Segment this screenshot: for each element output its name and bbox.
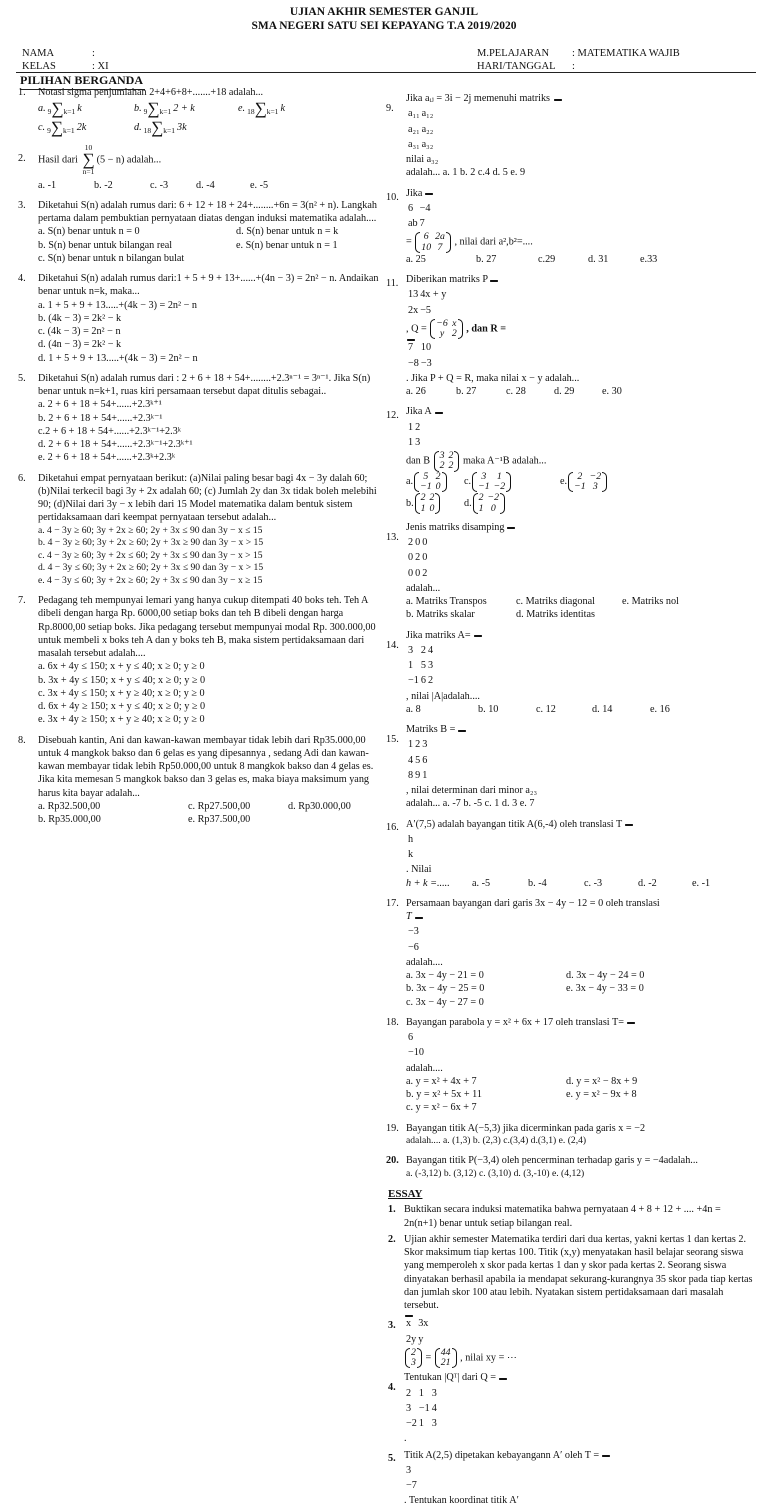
nama-field[interactable]: : [92,48,95,59]
option-e[interactable]: e. Rp37.500,00 [188,814,251,825]
question-text: Matriks B = [406,724,456,736]
options-line[interactable]: a. (-3,12) b. (3,12) c. (3,10) d. (3,-10) e. (4,12) [406,1167,585,1179]
matrix-q: −6 x y 2 [430,319,462,340]
question-text: Diketahui empat pernyataan berikut: (a)Nilai paling besar bagi 4x − 3y dalah 60; (b)Nilai terkecil bagi 3y + 2x adalah 60; (c) Jumlah 2y dan 3x tidak boleh melebihi 90; (d)Nilai dari 3y − x lebih dari 15 Model matematika dalam bentuk sistem pertidaksamaan dari keempat pernyataan tersebut adalah... [38,472,377,524]
school-title: SMA NEGERI SATU SEI KEPAYANG T.A 2019/2020 [251,20,517,33]
option-d[interactable]: d. y = x² − 8x + 9 [566,1075,638,1087]
question-text: Diberikan matriks P [406,274,489,286]
question-text: Jika A [406,406,432,418]
essay-number: 5. [388,1452,396,1464]
option-d[interactable]: d. Matriks identitas [516,609,595,621]
question-number: 17. [386,897,399,909]
option-a[interactable]: a. -5 [472,877,491,889]
option-c[interactable]: c. 4 − 3y ≥ 60; 3y + 2x ≤ 60; 2y + 3x ≤ 90 dan 3y − x > 15 [38,549,263,561]
option-d[interactable]: d. 4 − 3y ≤ 60; 3y + 2x ≥ 60; 2y + 3x ≤ 90 dan 3y − x > 15 [38,562,264,574]
option-c[interactable]: c. 3x − 4y − 27 = 0 [406,996,484,1008]
option-a[interactable]: a. 8 [406,703,421,715]
option-b[interactable]: b. 27 [456,386,477,398]
right-column [384,92,756,1511]
option-e[interactable]: e. 30 [602,386,622,398]
option-a[interactable]: a. 1 + 5 + 9 + 13.....+(4k − 3) = 2n² − n [38,299,198,311]
question-text: Persamaan bayangan dari garis 3x − 4y − 12 = 0 oleh translasi [406,897,660,909]
question-number: 3. [18,199,26,211]
option-c[interactable]: c. Rp27.500,00 [188,800,251,812]
section-title-pilihan-berganda: PILIHAN BERGANDA [20,73,145,90]
options-line[interactable]: adalah.... a. (1,3) b. (2,3) c.(3,4) d.(3,1) e. (2,4) [406,1134,587,1146]
option-d-2[interactable]: d. 1 + 5 + 9 + 13.....+(4k − 3) = 2n² − n [38,352,198,364]
question-text-cont: , nilai dari a²,b²=.... [454,236,533,248]
option-c[interactable]: c. Matriks diagonal [516,596,595,608]
essay-5: 5. Titik A(2,5) dipetakan kebayangann A′ oleh T = 3 −7 . Tentukan koordinat titik A′ [388,1449,600,1507]
option-a[interactable]: a. 5 2 −1 0 [406,472,464,493]
question-text: Diketahui S(n) adalah rumus dari : 2 + 6 + 18 + 54+........+2.3ⁿ⁻¹ = 3ⁿ⁻¹. Jika S(n) benar untuk n=k+1, ruas kiri persamaan tersebut dapat ditulis sebagai.. [38,372,371,398]
question-number: 15. [386,734,399,746]
option-b[interactable]: b. Matriks skalar [406,609,475,621]
question-text: Pedagang teh mempunyai lemari yang hanya cukup ditempati 40 boks teh. Teh A dibeli dengan harga Rp. 6000,00 setiap boks dan teh B dibeli dengan harga Rp.8000,00 setiap boks. Jika pedagang tersebut mempunyai modal Rp. 300.000,00 untuk membeli x boks teh A dan y boks teh B, maka sistem pertidaksamaan dari masalah tersebut adalah.... [38,595,376,659]
question-16: 16. A′(7,5) adalah bayangan titik A(6,-4) oleh translasi T h k . Nilai h + k =..... a. -5 b. -4 c. -3 d. -2 e. -1 [386,818,711,889]
question-number: 11. [386,278,399,290]
option-c[interactable]: c.2 + 6 + 18 + 54+......+2.3ᵏ⁻¹+2.3ᵏ [38,425,181,437]
vector-23: 2 3 [405,1348,422,1369]
question-text-cont: . Nilai [406,864,432,876]
question-text: Bayangan titik A(−5,3) jika dicerminkan pada garis x = −2 [406,1122,646,1134]
option-d[interactable]: d. -4 [196,179,215,191]
question-14: 14. Jika matriks A= 3 2 4 1 5 3 −1 6 2 , nilai |A|adalah.... a. 8 b. 10 c. 12 d. 14 e. 16 [386,629,670,715]
mapel-label: M.PELAJARAN [477,48,550,59]
question-7 [16,594,384,727]
essay-1 [384,1203,756,1230]
question-text: Bayangan parabola y = x² + 6x + 17 oleh translasi T= [406,1016,624,1028]
question-number: 6. [18,472,26,484]
option-b[interactable]: b. 2 + 6 + 18 + 54+......+2.3ᵏ⁻¹ [38,412,163,424]
question-number: 1. [18,87,26,98]
option-d[interactable]: d. 3x − 4y − 24 = 0 [566,970,645,982]
question-text-cont: nilai a₃₂ [406,154,439,165]
question-number: 5. [18,372,26,384]
essay-title: ESSAY [388,1188,423,1200]
matrix-right: 6 2a 10 7 [415,232,451,253]
question-4 [16,272,384,365]
option-e[interactable]: e. 3x + 4y ≥ 150; x + y ≥ 40; x ≥ 0; y ≥ 0 [38,714,205,726]
option-b[interactable]: b. 4 − 3y ≥ 60; 3y + 2x ≥ 60; 2y + 3x ≥ 90 dan 3y − x > 15 [38,537,264,549]
essay-text-cont: . Tentukan koordinat titik A′ [404,1495,519,1507]
question-20 [384,1154,756,1180]
essay-number: 2. [388,1233,396,1245]
question-text: Notasi sigma penjumlahan 2+4+6+8+.......+18 adalah... [38,87,264,98]
essay-4: 4. Tentukan |Qᵀ| dari Q = 2 1 3 3 −1 4 −2 1 3 . [388,1372,497,1445]
option-e[interactable]: e. S(n) benar untuk n = 1 [236,239,338,251]
question-6 [16,472,384,587]
question-text-r: , dan R = [466,323,507,335]
question-text-cont: , nilai |A|adalah.... [406,690,480,702]
option-d[interactable]: d. (4n − 3) = 2k² − k [38,339,122,351]
question-number: 10. [386,191,399,203]
question-15: 15. Matriks B = 1 2 3 4 5 6 8 9 1 , nilai determinan dari minor a₂₃ adalah... a. -7 b. -5 c. 1 d. 3 e. 7 [384,723,756,811]
question-12: 12. Jika A 1 2 1 3 dan B 3 2 2 2 maka A⁻¹B adalah... a. 5 2 −1 0 c. 3 1 −1 −2 e. 2 −2 −1 3 b. 2 2 1 0 d. 2 −2 1 0 [384,405,756,513]
kelas-field[interactable]: : XI [92,61,109,73]
question-text: A′(7,5) adalah bayangan titik A(6,-4) oleh translasi T [406,818,623,830]
question-text-cont: adalah.... [406,956,443,968]
essay-2 [384,1233,756,1313]
option-c[interactable]: c. -3 [150,179,169,191]
option-c[interactable]: c. (4k − 3) = 2n² − n [38,326,121,338]
option-a[interactable]: a. y = x² + 4x + 7 [406,1075,477,1087]
question-text-cont: . Jika P + Q = R, maka nilai x − y adalah... [406,372,580,384]
option-e[interactable]: e. 4 − 3y ≤ 60; 3y + 2x ≥ 60; 2y + 3x ≤ 90 dan 3y − x ≥ 15 [38,574,263,586]
question-text: Jika [406,187,423,199]
question-text: Diketahui S(n) adalah rumus dari:1 + 5 + 9 + 13+......+(4n − 3) = 2n² − n. Andaikan benar untuk n=k, maka... [38,273,379,298]
question-17: 17. Persamaan bayangan dari garis 3x − 4y − 12 = 0 oleh translasi T −3 −6 adalah.... a. 3x − 4y − 21 = 0 d. 3x − 4y − 24 = 0 b. 3x − 4y − 25 = 0 e. 3x − 4y − 33 = 0 c. 3x − 4y − 27 = 0 [384,897,756,1009]
essay-text: Titik A(2,5) dipetakan kebayangann A′ oleh T = [404,1449,600,1461]
question-number: 13. [386,531,399,543]
question-number: 4. [18,273,26,285]
question-text: Jenis matriks disamping [406,521,505,533]
question-number: 2. [18,152,26,164]
essay-number: 1. [388,1204,396,1216]
question-10: 10. Jika 6 −4 ab 7 = 6 2a 10 7 , nilai dari a²,b²=.... a. 25 b. 27 c.29 d. 31 e.33 [386,187,658,265]
question-text-line2: adalah.... [406,1062,443,1074]
option-c[interactable]: c. -3 [584,877,603,889]
option-d[interactable]: d. 31 [588,253,609,265]
option-e[interactable]: e. 2 + 6 + 18 + 54+......+2.3ᵏ+2.3ᵏ [38,452,176,464]
option-b[interactable]: b. 10 [478,703,499,715]
question-number: 7. [18,595,26,606]
options-line[interactable]: adalah... a. 1 b. 2 c.4 d. 5 e. 9 [406,167,526,179]
exam-header [0,5,768,34]
option-b[interactable]: b. -4 [528,877,547,889]
question-text-cont: maka A⁻¹B adalah... [462,455,547,467]
question-number: 8. [18,734,26,746]
option-c[interactable]: c. y = x² − 6x + 7 [406,1102,477,1114]
option-b[interactable]: b. -2 [94,179,113,191]
question-text: Bayangan titik P(−3,4) oleh pencerminan terhadap garis y = −4adalah... [406,1155,698,1167]
question-3 [16,199,384,265]
essay-number: 4. [388,1382,396,1394]
equals-sign: = [425,1352,432,1364]
hari-label: HARI/TANGGAL [477,61,556,73]
question-8 [16,734,384,827]
option-d[interactable]: d. 2 + 6 + 18 + 54+......+2.3ᵏ⁻¹+2.3ᵏ⁺¹ [38,439,193,451]
question-text-q: , Q = [406,323,427,335]
essay-text: Tentukan |Qᵀ| dari Q = [404,1372,497,1384]
option-a[interactable]: a. Rp32.500,00 [38,800,101,812]
option-a[interactable]: a. 4 − 3y ≥ 60; 3y + 2x ≥ 60; 2y + 3x ≤ 90 dan 3y − x ≤ 15 [38,524,263,536]
question-number: 12. [386,410,399,422]
question-text-line2: h + k =..... [406,877,450,889]
essay-text: , nilai xy = ⋯ [460,1352,518,1364]
option-b[interactable]: b. S(n) benar untuk bilangan real [38,239,173,251]
question-number: 9. [386,103,394,114]
question-text: Jika matriks A= [406,629,471,641]
option-b[interactable]: b. 3x + 4y ≤ 150; x + y ≤ 40; x ≥ 0; y ≥ 0 [38,674,206,686]
option-c[interactable]: c. 12 [536,703,556,715]
option-e[interactable]: e. -5 [250,179,269,191]
option-e[interactable]: e. 2 −2 −1 3 [560,472,608,493]
question-text: Diketahui S(n) adalah rumus dari: 6 + 12 + 18 + 24+........+6n = 3(n² + n). Langkah pertama dalam pembuktian pernyataan diatas dengan induksi matematika adalah.... [38,199,377,225]
option-b[interactable]: b. Rp35.000,00 [38,814,101,825]
option-a[interactable]: a. 3x − 4y − 21 = 0 [406,970,484,982]
option-e[interactable]: e. 3x − 4y − 33 = 0 [566,983,644,995]
option-d[interactable]: d. S(n) benar untuk n = k [236,226,339,238]
option-e[interactable]: e. y = x² − 9x + 8 [566,1089,637,1101]
option-d[interactable]: d. 29 [554,386,575,398]
question-text: Disebuah kantin, Ani dan kawan-kawan membayar tidak lebih dari Rp35.000,00 untuk 4 mangkok bakso dan 6 gelas es yang dipesannya , sedang Adi dan kawan-kawan membayar tidak lebih Rp50.000,00 untuk 8 mangkok bakso dan 4 gelas es. Jika kita memesan 5 mangkok bakso dan 3 gelas es, maka biaya maksimum yang harus kita bayar adalah... [38,734,374,799]
essay-3: 3. x 3x 2y y 2 3 = 44 21 , nilai xy = ⋯ [388,1318,518,1369]
option-a[interactable]: a. Matriks Transpos [406,596,487,608]
essay-text: Buktikan secara induksi matematika bahwa pernyataan 4 + 8 + 12 + .... +4n = 2n(n+1) benar untuk setiap bilangan real. [404,1204,721,1229]
option-c[interactable]: c. S(n) benar untuk n bilangan bulat [38,252,185,264]
question-number: 19. [386,1122,399,1134]
question-text-cont: , nilai determinan dari minor a₂₃ [406,785,538,797]
option-d[interactable]: d. 18∑k=1 3k [134,118,187,138]
option-b[interactable]: b. 2 2 1 0 [406,493,464,514]
option-d[interactable]: d. 14 [592,703,613,715]
option-a[interactable]: a. 2 + 6 + 18 + 54+......+2.3ᵏ⁺¹ [38,399,162,411]
question-number: 14. [386,639,399,651]
option-c[interactable]: c.29 [538,253,556,265]
question-1 [16,86,384,137]
option-b[interactable]: b. 3x − 4y − 25 = 0 [406,983,485,995]
option-e[interactable]: e. -1 [692,877,711,889]
question-9: 9. Jika aᵢⱼ = 3i − 2j memenuhi matriks a₁₁ a₁₂ a₂₁ a₂₂ a₃₁ a₃₂ nilai a₃₂ adalah... a. 1 b. 2 c.4 d. 5 e. 9 [384,92,756,180]
translation-label: T [406,911,412,923]
question-text-cont: (5 − n) adalah... [96,154,162,165]
options-line[interactable]: adalah... a. -7 b. -5 c. 1 d. 3 e. 7 [406,798,535,810]
option-a[interactable]: a. 9∑k=1 k [38,99,82,119]
equals-sign: = [406,236,412,248]
option-a[interactable]: a. 6x + 4y ≤ 150; x + y ≤ 40; x ≥ 0; y ≥ 0 [38,661,205,673]
option-a[interactable]: a. -1 [38,179,57,191]
option-e[interactable]: e. 16 [650,703,670,715]
question-11: 11. Diberikan matriks P 13 4x + y 2x −5 , Q = −6 x y 2 , dan R = 7 10 −8 −3 . Jika P + Q = R, maka nilai x − y adalah... a. 26 b. 27 c. 28 d. 29 e. 30 [386,274,622,398]
option-a[interactable]: a. S(n) benar untuk n = 0 [38,226,140,238]
mapel-field: : MATEMATIKA WAJIB [572,48,680,59]
option-b[interactable]: b. (4k − 3) = 2k² − k [38,312,122,324]
option-c[interactable]: c. 9∑k=1 2k [38,118,87,138]
option-e[interactable]: e. Matriks nol [622,596,679,608]
left-column [16,86,384,833]
question-text-mid: dan B [406,455,431,467]
option-e[interactable]: e. 18∑k=1 k [238,99,285,119]
question-19 [384,1122,756,1148]
question-18: 18. Bayangan parabola y = x² + 6x + 17 oleh translasi T= 6 −10 adalah.... a. y = x² + 4x + 7 d. y = x² − 8x + 9 b. y = x² + 5x + 11 e. y = x² − 9x + 8 c. y = x² − 6x + 7 [384,1016,756,1115]
option-c[interactable]: c. 3x + 4y ≤ 150; x + y ≥ 40; x ≥ 0; y ≥ 0 [38,687,205,699]
option-c[interactable]: c. 3 1 −1 −2 [464,472,560,493]
question-number: 18. [386,1016,399,1028]
essay-number: 3. [388,1320,396,1332]
matrix-b: 3 2 2 2 [434,451,460,472]
question-number: 20. [386,1155,399,1167]
option-d[interactable]: d. 2 −2 1 0 [464,493,506,514]
exam-title: UJIAN AKHIR SEMESTER GANJIL [289,6,479,18]
option-a[interactable]: a. 25 [406,253,426,265]
question-text: Jika aᵢⱼ = 3i − 2j memenuhi matriks [406,93,551,104]
option-d[interactable]: d. 6x + 4y ≥ 150; x + y ≤ 40; x ≥ 0; y ≥ 0 [38,701,206,712]
option-d[interactable]: d. -2 [638,877,657,889]
option-e[interactable]: e.33 [640,253,658,265]
option-b[interactable]: b. 9∑k=1 2 + k [134,99,195,119]
question-text-cont: adalah... [406,582,441,594]
option-b[interactable]: b. 27 [476,253,497,265]
question-5 [16,372,384,465]
nama-label: NAMA [22,48,55,59]
question-13: 13. Jenis matriks disamping 2 0 0 0 2 0 0 0 2 adalah... a. Matriks Transpos c. Matriks diagonal e. Matriks nol b. Matriks skalar d. Matriks identitas [386,521,679,621]
option-a[interactable]: a. 26 [406,386,426,398]
question-text: Hasil dari [38,154,78,165]
essay-text: Ujian akhir semester Matematika terdiri dari dua kertas, yakni kertas 1 dan kertas 2. Skor maksimum tiap kertas 100. Titik (x,y) menyatakan hasil belajar seorang siswa yang memperoleh x skor pada kertas 1 dan y skor pada kertas 2. Seorang siswa dinyatakan berhasil apabila ia mendapat sekurang-kurangnya 35 skor pada tiap kertas dan jumlah skor 100 atau lebih. Nyatakan sistem pertidaksamaan dari masalah tersebut. [404,1233,753,1312]
option-d[interactable]: d. Rp30.000,00 [288,800,351,812]
option-b[interactable]: b. y = x² + 5x + 11 [406,1089,482,1101]
kelas-label: KELAS [22,61,56,73]
question-number: 16. [386,821,399,833]
hari-field[interactable]: : [572,61,575,73]
vector-result: 44 21 [435,1348,457,1369]
option-c[interactable]: c. 28 [506,386,526,398]
question-2: 2. Hasil dari 10 ∑ n=1 (5 − n) adalah... a. -1 b. -2 c. -3 d. -4 e. -5 [16,144,384,192]
